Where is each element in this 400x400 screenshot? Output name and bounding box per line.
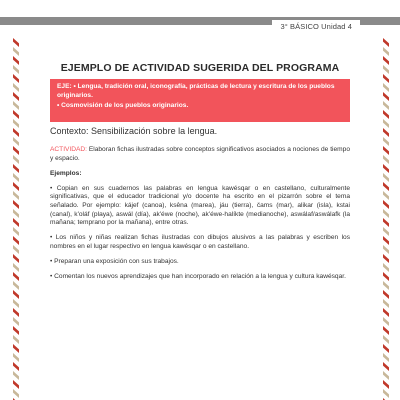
rope-segment: [383, 353, 389, 362]
rope-segment: [13, 263, 19, 272]
rope-segment: [13, 281, 19, 290]
rope-segment: [383, 182, 389, 191]
left-rope-border: [12, 38, 20, 400]
rope-segment: [13, 344, 19, 353]
rope-segment: [383, 344, 389, 353]
rope-segment: [383, 389, 389, 398]
bullet-item: • Comentan los nuevos aprendizajes que han incorporado en relación a la lengua y cultura kawésqar.: [50, 273, 346, 281]
rope-segment: [383, 191, 389, 200]
rope-segment: [383, 164, 389, 173]
rope-segment: [13, 128, 19, 137]
rope-segment: [383, 101, 389, 110]
rope-segment: [13, 47, 19, 56]
rope-pattern-right: [382, 38, 390, 400]
actividad-paragraph: [50, 146, 350, 163]
rope-segment: [13, 362, 19, 371]
rope-segment: [13, 74, 19, 83]
rope-segment: [13, 353, 19, 362]
rope-segment: [13, 254, 19, 263]
activity-content: [50, 146, 350, 288]
rope-segment: [383, 137, 389, 146]
contexto-heading: Contexto: Sensibilización sobre la lengua.: [50, 126, 218, 136]
rope-segment: [13, 317, 19, 326]
rope-segment: [383, 272, 389, 281]
actividad-label: ACTIVIDAD:: [50, 146, 88, 153]
rope-segment: [383, 209, 389, 218]
rope-segment: [13, 137, 19, 146]
ejemplos-heading: Ejemplos:: [50, 169, 82, 177]
rope-segment: [383, 173, 389, 182]
rope-segment: [13, 101, 19, 110]
rope-segment: [383, 236, 389, 245]
rope-segment: [13, 299, 19, 308]
rope-segment: [383, 110, 389, 119]
rope-segment: [383, 281, 389, 290]
bullet-item: • Preparan una exposición con sus trabajos.: [50, 257, 179, 265]
actividad-text: Elaboran fichas ilustradas sobre conceptos significativos asociados a nociones de tiempo y espacio.: [50, 146, 350, 162]
rope-segment: [383, 38, 389, 47]
right-rope-border: [382, 38, 390, 400]
rope-segment: [383, 254, 389, 263]
rope-segment: [13, 164, 19, 173]
rope-segment: [13, 335, 19, 344]
rope-segment: [13, 119, 19, 128]
rope-segment: [13, 272, 19, 281]
rope-segment: [383, 128, 389, 137]
rope-segment: [383, 92, 389, 101]
rope-segment: [383, 218, 389, 227]
rope-segment: [13, 110, 19, 119]
rope-segment: [383, 83, 389, 92]
rope-segment: [13, 245, 19, 254]
rope-segment: [383, 335, 389, 344]
rope-segment: [383, 200, 389, 209]
rope-segment: [13, 371, 19, 380]
eje-line-1: EJE: • Lengua, tradición oral, iconografía, prácticas de lectura y escritura de los pueblos originarios.: [57, 83, 335, 99]
rope-segment: [383, 308, 389, 317]
rope-segment: [13, 191, 19, 200]
rope-segment: [13, 173, 19, 182]
rope-segment: [383, 317, 389, 326]
rope-segment: [13, 83, 19, 92]
rope-segment: [383, 47, 389, 56]
rope-segment: [13, 308, 19, 317]
unit-badge: 3° BÁSICO Unidad 4: [272, 20, 360, 34]
rope-segment: [13, 146, 19, 155]
rope-segment: [383, 245, 389, 254]
rope-segment: [13, 236, 19, 245]
rope-segment: [13, 380, 19, 389]
rope-segment: [383, 326, 389, 335]
rope-segment: [13, 200, 19, 209]
rope-segment: [383, 227, 389, 236]
rope-segment: [383, 155, 389, 164]
bullet-item: • Copian en sus cuadernos las palabras en lengua kawésqar o en castellano, culturalmente significativas, que el educador tradicional y/o docente ha escrito en el pizarrón sobre el tema señalado. Por ejemplo: kájef (canoa), ksêna (marea), jáu (tierra), čams (mar), alikar (isla), kstai (canal), k'oláf (playa), aswál (día), ak'éwe (noche), ak'éwe-halíkte (medianoche), aswálaf/aswálafk (la mañana; temprano por la mañana), entre otras.: [50, 184, 350, 227]
rope-segment: [13, 155, 19, 164]
rope-segment: [383, 290, 389, 299]
rope-segment: [13, 227, 19, 236]
eje-box: [50, 79, 350, 122]
rope-segment: [383, 263, 389, 272]
rope-segment: [13, 182, 19, 191]
rope-segment: [13, 92, 19, 101]
rope-segment: [383, 380, 389, 389]
rope-segment: [383, 74, 389, 83]
rope-segment: [383, 119, 389, 128]
rope-segment: [383, 371, 389, 380]
rope-segment: [13, 38, 19, 47]
rope-pattern-left: [12, 38, 20, 400]
rope-segment: [13, 209, 19, 218]
eje-line-2: • Cosmovisión de los pueblos originarios.: [57, 102, 189, 110]
page-title: EJEMPLO DE ACTIVIDAD SUGERIDA DEL PROGRAMA: [60, 62, 340, 74]
rope-segment: [13, 290, 19, 299]
bullet-item: • Los niños y niñas realizan fichas ilustradas con dibujos alusivos a las palabras y escriben los nombres en el lugar respectivo en lengua kawésqar o en castellano.: [50, 234, 350, 250]
rope-segment: [383, 362, 389, 371]
rope-segment: [13, 326, 19, 335]
rope-segment: [13, 389, 19, 398]
rope-segment: [383, 299, 389, 308]
rope-segment: [383, 146, 389, 155]
rope-segment: [13, 218, 19, 227]
